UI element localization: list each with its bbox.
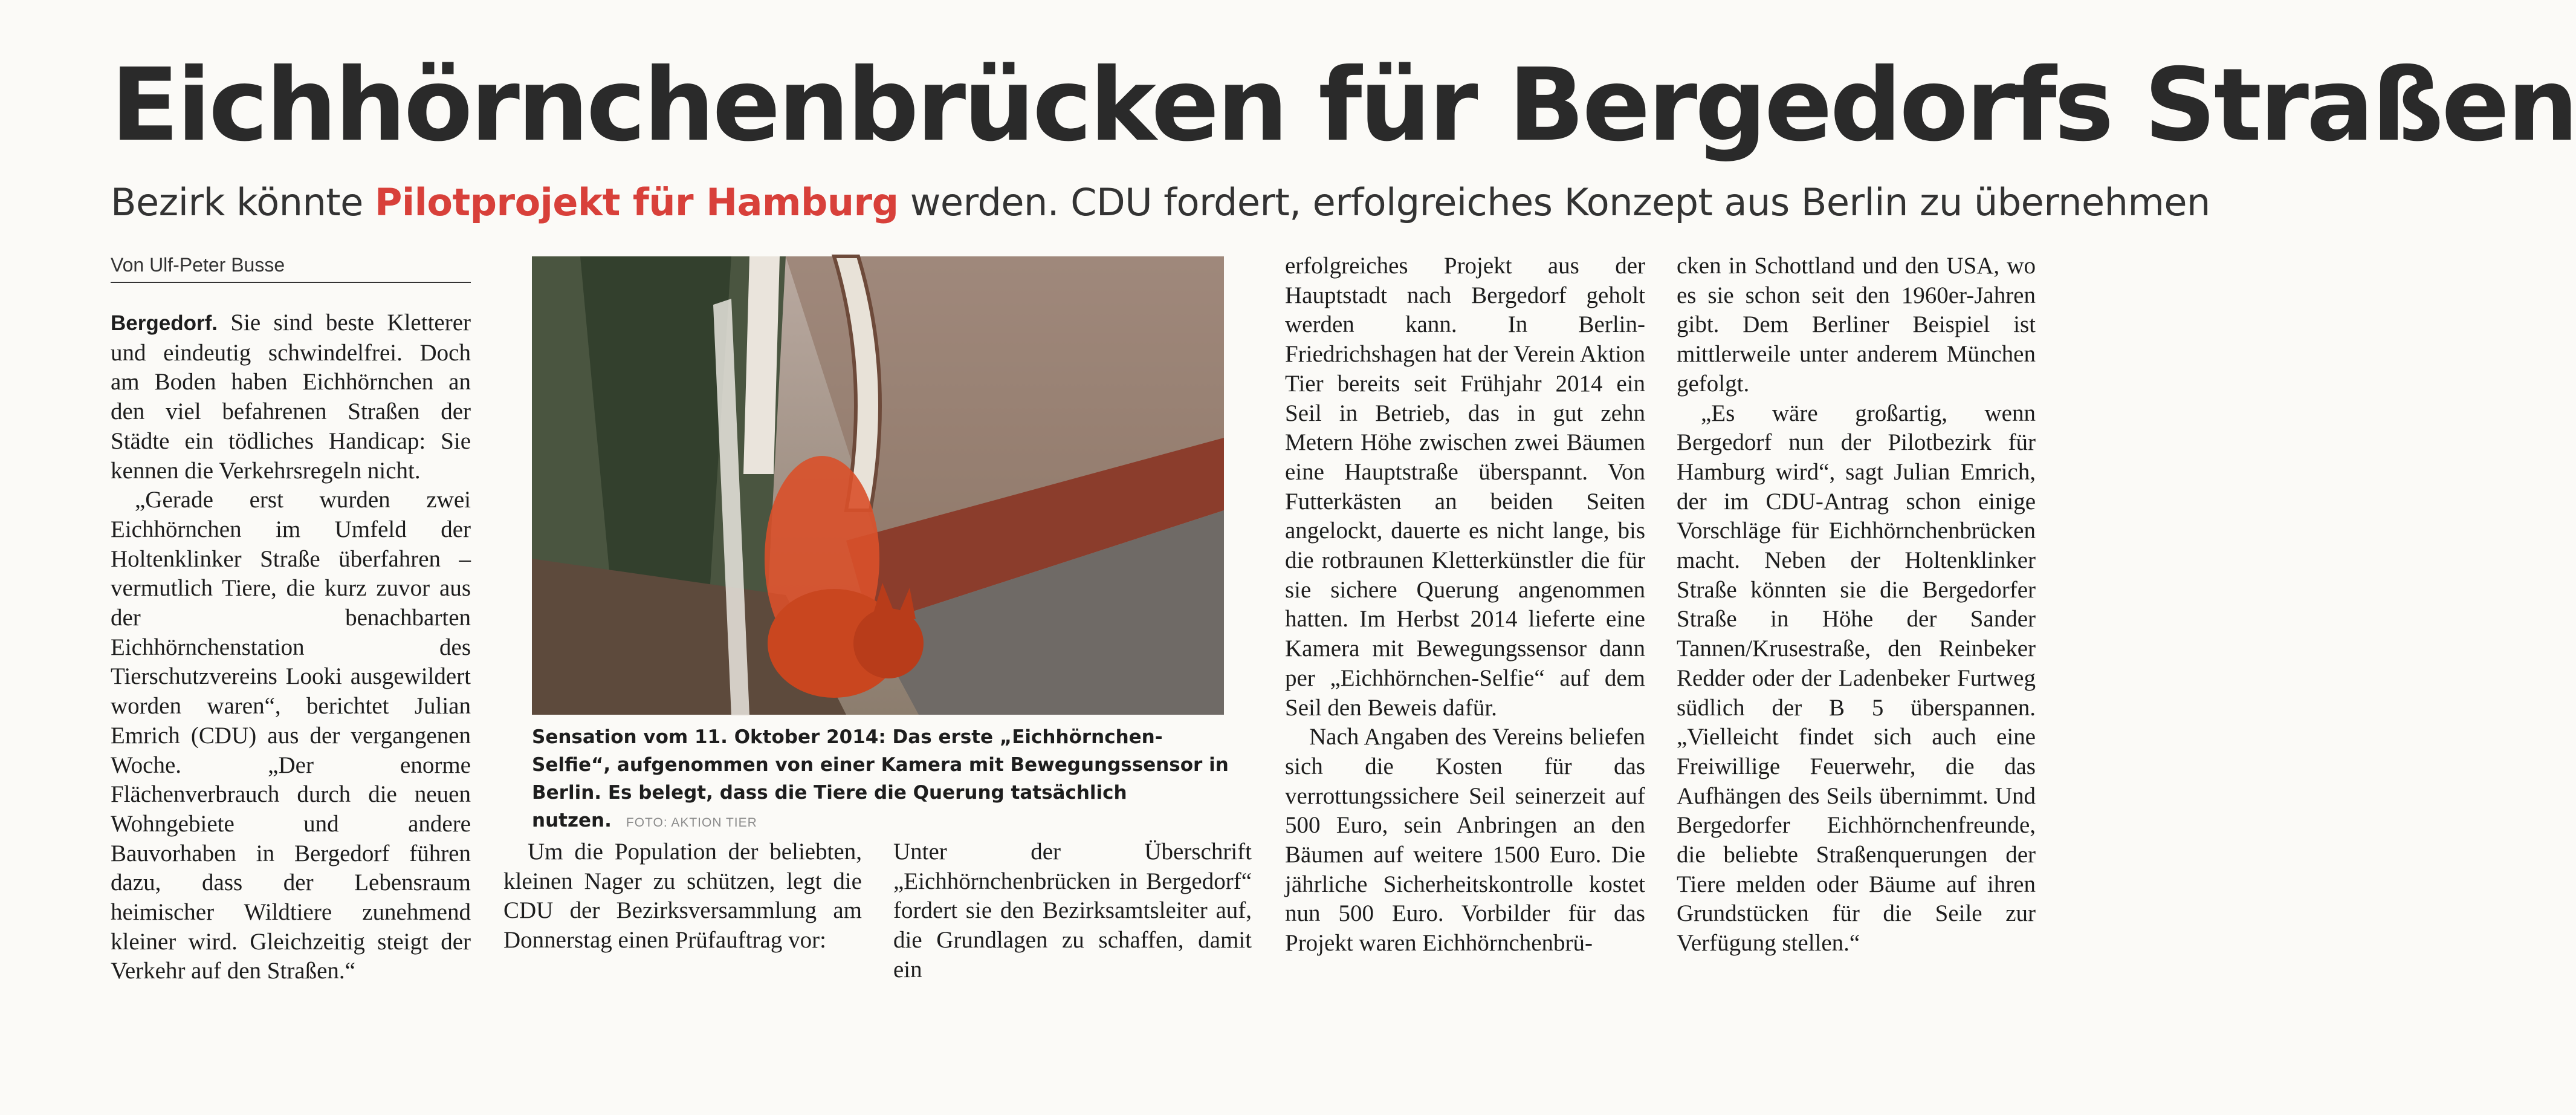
article-column-3: [893, 837, 1252, 985]
photo-credit: FOTO: AKTION TIER: [626, 816, 757, 830]
caption-text: Sensation vom 11. Oktober 2014: Das erste „Eichhörnchen-Selfie“, aufgenommen von einer Kamera mit Bewegungssensor in Berlin. Es belegt, dass die Tiere die Querung tatsächlich nutzen.: [532, 726, 1229, 831]
paragraph-population: Um die Population der beliebten, kleinen Nager zu schützen, legt die CDU der Bezirksversammlung am Donnerstag einen Prüfauftrag vor:: [503, 839, 862, 954]
subhead-lead: Bezirk könnte: [111, 180, 375, 224]
paragraph-heading-demand: Unter der Überschrift „Eichhörnchenbrücken in Bergedorf“ fordert sie den Bezirksamtsleiter auf, die Grundlagen zu schaffen, damit ein: [893, 839, 1252, 983]
paragraph-quote: „Gerade erst wurden zwei Eichhörnchen im Umfeld der Holtenklinker Straße überfahren – vermutlich Tiere, die kurz zuvor aus der benachbarten Eichhörnchenstation des Tierschutzvereins Looki ausgewildert worden waren“, berichtet Julian Emrich (CDU) aus der vergangenen Woche. „Der enorme Flächenverbrauch durch die neuen Wohngebiete und andere Bauvorhaben in Bergedorf führen dazu, dass der Lebensraum heimischer Wildtiere zunehmend kleiner wird. Gleichzeitig steigt der Verkehr auf den Straßen.“: [111, 487, 471, 984]
paragraph-berlin-project: erfolgreiches Projekt aus der Hauptstadt nach Bergedorf geholt werden kann. In Berlin-Friedrichshagen hat der Verein Aktion Tier bereits seit Frühjahr 2014 ein Seil in Betrieb, das in gut zehn Metern Höhe zwischen zwei Bäumen eine Hauptstraße überspannt. Von Futterkästen an beiden Seiten angelockt, dauerte es nicht lange, bis die rotbraunen Kletterkünstler die für sie sichere Querung angenommen hatten. Im Herbst 2014 lieferte eine Kamera mit Bewegungssensor dann per „Eichhörnchen-Selfie“ auf dem Seil den Beweis dafür.: [1285, 253, 1645, 721]
intro-text: Sie sind beste Kletterer und eindeutig schwindelfrei. Doch am Boden haben Eichhörnchen an den viel befahrenen Straßen der Städte ein tödliches Handicap: Sie kennen die Verkehrsregeln nicht.: [111, 310, 471, 484]
dateline: Bergedorf.: [111, 311, 218, 335]
article-column-4: [1285, 252, 1645, 958]
subheadline: [111, 178, 2210, 227]
subhead-accent: Pilotprojekt für Hamburg: [374, 180, 899, 224]
paragraph-emrich-quote: „Es wäre großartig, wenn Bergedorf nun der Pilotbezirk für Hamburg wird“, sagt Julian Emrich, der im CDU-Antrag schon einige Vorschläge für Eichhörnchenbrücken macht. Neben der Holtenklinker Straße könnten sie die Bergedorfer Straße in Höhe der Sander Tannen/Krusestraße, den Reinbeker Redder oder der Ladenbeker Furtweg südlich der B 5 überspannen. „Vielleicht findet sich auch eine Freiwillige Feuerwehr, die das Aufhängen des Seils übernimmt. Und Bergedorfer Eichhörnchenfreunde, die beliebte Straßenquerungen der Tiere melden oder Bäume auf ihren Grundstücken für die Seile zur Verfügung stellen.“: [1677, 400, 2036, 957]
article-column-5: [1677, 252, 2036, 958]
article-column-1: [111, 308, 471, 986]
squirrel-head: [853, 608, 924, 678]
subhead-tail: werden. CDU fordert, erfolgreiches Konzept aus Berlin zu übernehmen: [898, 180, 2210, 224]
article-column-2: [503, 837, 862, 955]
photo-illustration: [532, 256, 1224, 715]
headline: Eichhörnchenbrücken für Bergedorfs Straßen: [111, 47, 2576, 164]
byline: Von Ulf-Peter Busse: [111, 253, 471, 283]
photo-caption: [532, 723, 1233, 837]
squirrel-photo: [532, 256, 1224, 715]
paragraph-intro: [111, 308, 471, 486]
paragraph-models: cken in Schottland und den USA, wo es sie schon seit den 1960er-Jahren gibt. Dem Berliner Beispiel ist mittlerweile unter anderem München gefolgt.: [1677, 253, 2036, 397]
rope-pole: [743, 256, 780, 474]
paragraph-costs: Nach Angaben des Vereins beliefen sich die Kosten für das verrottungssichere Seil seinerzeit auf 500 Euro, sein Anbringen an den Bäumen auf weitere 1500 Euro. Die jährliche Sicherheitskontrolle kostet nun 500 Euro. Vorbilder für das Projekt waren Eichhörnchenbrü-: [1285, 724, 1645, 957]
